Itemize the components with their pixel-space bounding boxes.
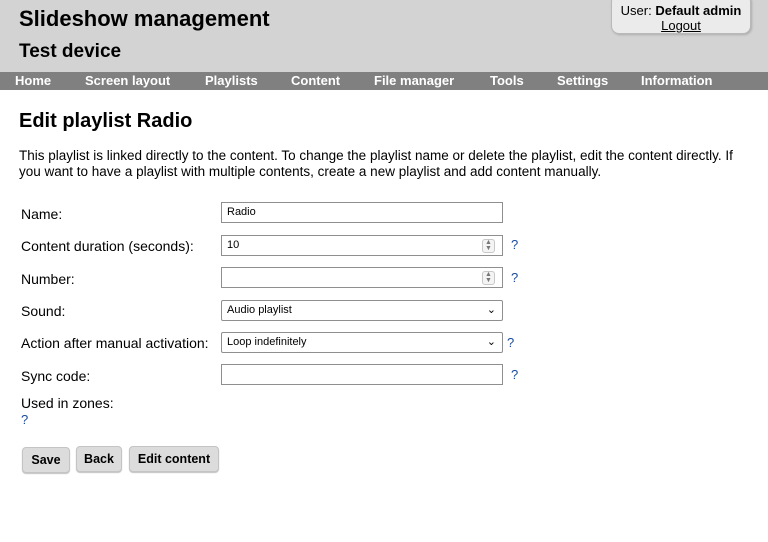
nav-item-information[interactable]: Information (641, 73, 713, 88)
nav-item-settings[interactable]: Settings (557, 73, 609, 88)
nav-item-playlists[interactable]: Playlists (205, 73, 258, 88)
edit-content-button[interactable]: Edit content (129, 446, 219, 472)
sound-label: Sound: (21, 303, 66, 319)
zones-help-icon[interactable]: ? (21, 412, 29, 427)
device-name: Test device (19, 41, 122, 62)
sync-input[interactable] (221, 364, 503, 385)
nav-item-file-manager[interactable]: File manager (374, 73, 455, 88)
user-panel (611, 0, 751, 34)
name-value: Radio (227, 206, 256, 218)
number-label: Number: (21, 271, 75, 287)
header (0, 0, 768, 72)
main-nav (0, 72, 768, 90)
number-help-icon[interactable]: ? (511, 270, 519, 285)
app-title: Slideshow management (19, 6, 270, 31)
nav-item-content[interactable]: Content (291, 73, 341, 88)
action-help-icon[interactable]: ? (507, 335, 515, 350)
chevron-down-icon: ⌄ (486, 336, 496, 348)
action-select[interactable] (221, 332, 503, 353)
user-line (612, 0, 750, 18)
logout-link[interactable]: Logout (661, 18, 701, 33)
number-input[interactable] (221, 267, 503, 288)
nav-item-screen-layout[interactable]: Screen layout (85, 73, 171, 88)
name-input[interactable] (221, 202, 503, 223)
sound-value: Audio playlist (227, 304, 292, 316)
chevron-down-icon: ⌄ (486, 304, 496, 316)
page-title: Edit playlist Radio (19, 110, 193, 132)
duration-spinner-icon[interactable]: ▲ ▼ (482, 239, 495, 253)
duration-help-icon[interactable]: ? (511, 237, 519, 252)
intro-text: This playlist is linked directly to the content. To change the playlist name or delete the playlist, edit the content directly. If you want to have a playlist with multiple contents, create a new playlist and add content manually. (19, 148, 733, 179)
back-button[interactable]: Back (76, 446, 122, 472)
nav-item-tools[interactable]: Tools (490, 73, 524, 88)
number-spinner-icon[interactable]: ▲ ▼ (482, 271, 495, 285)
save-button[interactable]: Save (22, 447, 70, 473)
duration-label: Content duration (seconds): (21, 238, 194, 254)
duration-input[interactable] (221, 235, 503, 256)
zones-label: Used in zones: (21, 395, 114, 411)
user-prefix: User: (620, 3, 652, 18)
sound-select[interactable] (221, 300, 503, 321)
nav-item-home[interactable]: Home (15, 73, 52, 88)
action-value: Loop indefinitely (227, 336, 307, 348)
sync-label: Sync code: (21, 368, 91, 384)
name-label: Name: (21, 206, 63, 222)
sync-help-icon[interactable]: ? (511, 367, 519, 382)
action-label: Action after manual activation: (21, 335, 209, 351)
user-name: Default admin (655, 3, 742, 18)
duration-value: 10 (227, 239, 240, 251)
